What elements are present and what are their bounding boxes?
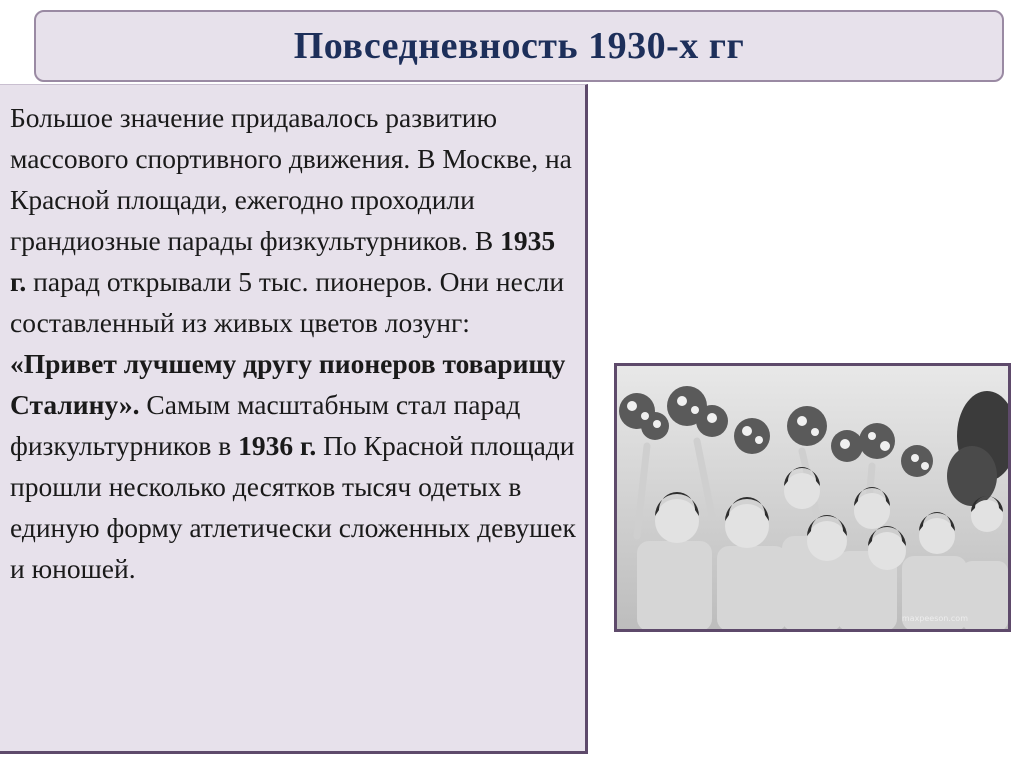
photo-watermark: maxpeeson.com — [901, 614, 968, 623]
text-part-4: По Красной площади прошли несколько десятков тысяч одетых в единую форму атлетически сложенных девушек и юношей. — [10, 430, 576, 584]
parade-photo — [614, 363, 1011, 632]
slide-title: Повседневность 1930-х гг — [293, 25, 745, 67]
text-part-2: парад открывали 5 тыс. пионеров. Они несли составленный из живых цветов лозунг: — [10, 266, 565, 338]
text-part-3: Самым масштабным стал парад физкультурников в — [10, 389, 521, 461]
body-paragraph — [10, 97, 577, 589]
parade-photo-icon — [617, 366, 1008, 629]
year-1935: 1935 г. — [10, 225, 556, 297]
text-box — [0, 84, 588, 754]
year-1936: 1936 г. — [238, 430, 317, 461]
title-bar — [34, 10, 1004, 82]
text-part-1: Большое значение придавалось развитию массового спортивного движения. В Москве, на Красной площади, ежегодно проходили грандиозные парады физкультурников. В — [10, 102, 572, 256]
slogan-text: «Привет лучшему другу пионеров товарищу Сталину». — [10, 348, 566, 420]
